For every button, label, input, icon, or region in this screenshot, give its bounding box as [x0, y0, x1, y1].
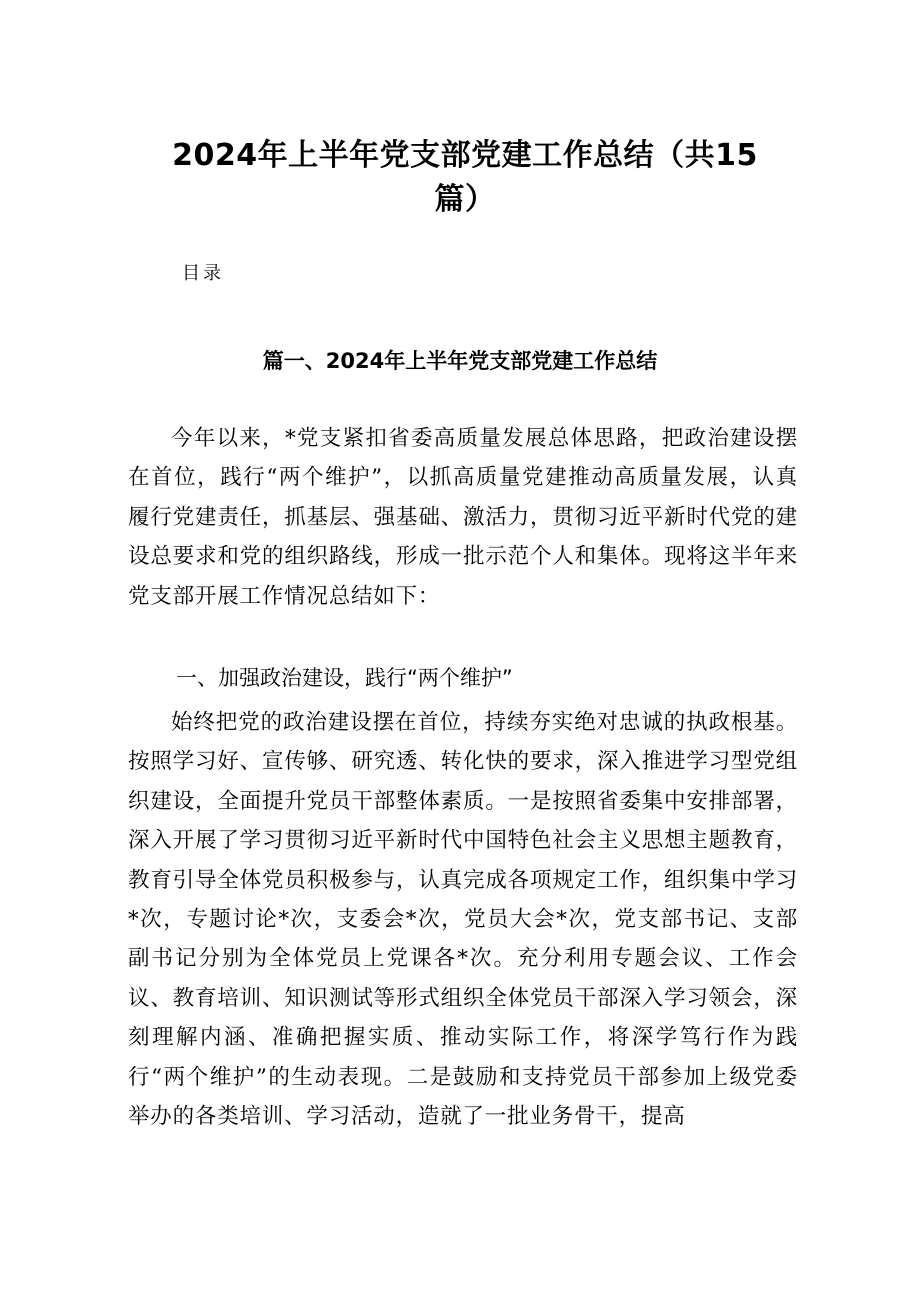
document-title: 2024年上半年党支部党建工作总结（共15篇）: [172, 138, 758, 217]
section-title: 篇一、2024年上半年党支部党建工作总结: [262, 349, 658, 373]
intro-paragraph: 今年以来，*党支紧扣省委高质量发展总体思路，把政治建设摆在首位，践行“两个维护”，以抓高质量党建推动高质量发展，认真履行党建责任，抓基层、强基础、激活力，贯彻习近平新时代党的建设总要求和党的组织路线，形成一批示范个人和集体。现将这半年来党支部开展工作情况总结如下：: [128, 426, 798, 609]
body-paragraph: 始终把党的政治建设摆在首位，持续夯实绝对忠诚的执政根基。按照学习好、宣传够、研究透、转化快的要求，深入推进学习型党组织建设，全面提升党员干部整体素质。一是按照省委集中安排部署，深入开展了学习贯彻习近平新时代中国特色社会主义思想主题教育，教育引导全体党员积极参与，认真完成各项规定工作，组织集中学习*次，专题讨论*次，支委会*次，党员大会*次，党支部书记、支部副书记分别为全体党员上党课各*次。充分利用专题会议、工作会议、教育培训、知识测试等形式组织全体党员干部深入学习领会，深刻理解内涵、准确把握实质、推动实际工作，将深学笃行作为践行“两个维护”的生动表现。二是鼓励和支持党员干部参加上级党委举办的各类培训、学习活动，造就了一批业务骨干，提高: [128, 710, 798, 1130]
toc-label: 目录: [182, 263, 224, 284]
heading-political-construction: 一、加强政治建设，践行“两个维护”: [176, 666, 513, 690]
